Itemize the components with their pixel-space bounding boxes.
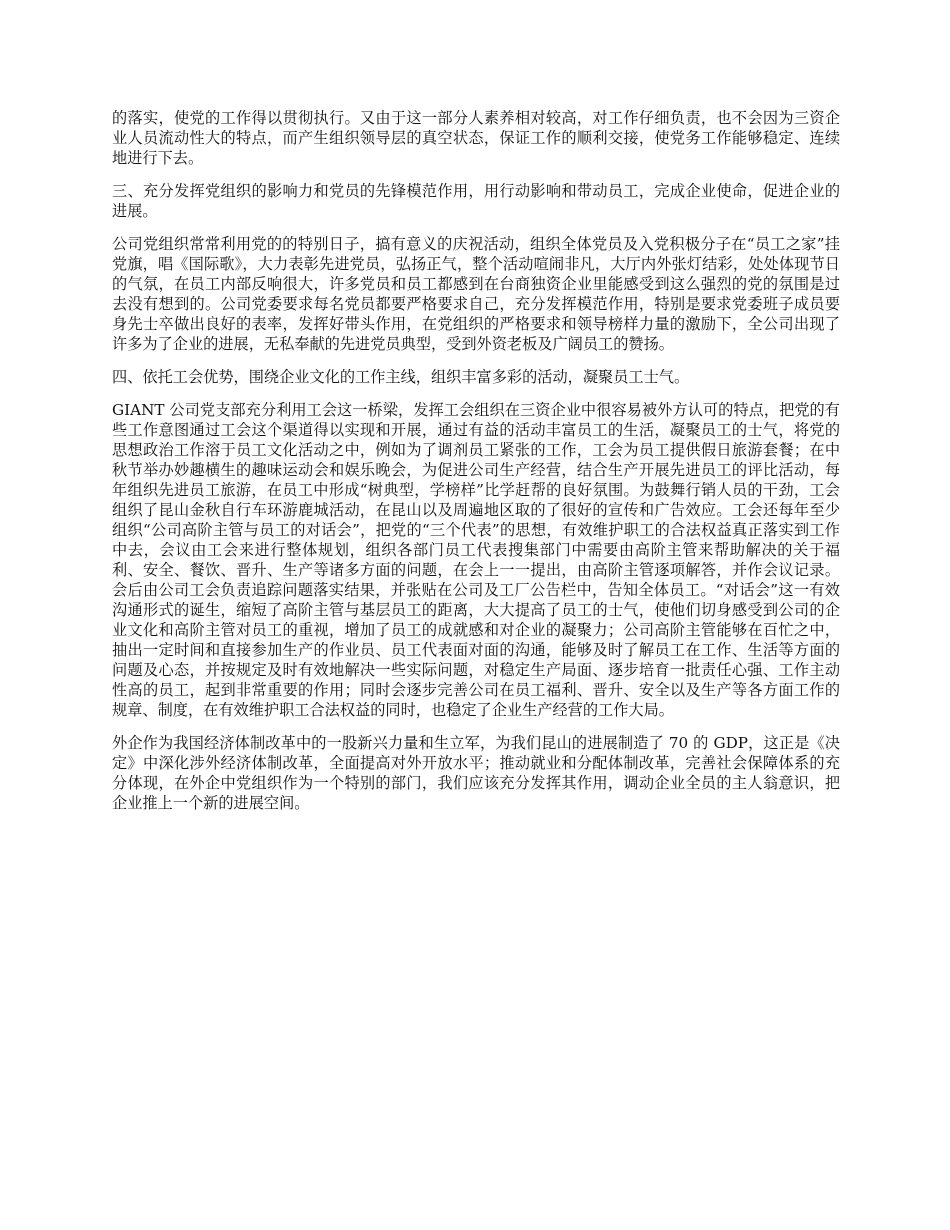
paragraph-party-activities: 公司党组织常常利用党的的特别日子，搞有意义的庆祝活动，组织全体党员及入党积极分子在“员工之家”挂党旗，唱《国际歌》，大力表彰先进党员，弘扬正气，整个活动喧闹非凡，大厅内外张灯结彩，处处体现节日的气氛，在员工内部反响很大，许多党员和员工都感到在台商独资企业里能感受到这么强烈的党的氛围是过去没有想到的。公司党委要求每名党员都要严格要求自己，充分发挥模范作用，特别是要求党委班子成员要身先士卒做出良好的表率，发挥好带头作用，在党组织的严格要求和领导榜样力量的激励下，全公司出现了许多为了企业的进展，无私奉献的先进党员典型，受到外资老板及广阔员工的赞扬。 — [112, 235, 840, 353]
paragraph-conclusion: 外企作为我国经济体制改革中的一股新兴力量和生立军，为我们昆山的进展制造了 70 的 GDP，这正是《决定》中深化涉外经济体制改革，全面提高对外开放水平；推动就业和分配体制改革，完善社会保障体系的充分体现，在外企中党组织作为一个特别的部门，我们应该充分发挥其作用，调动企业全员的主人翁意识，把企业推上一个新的进展空间。 — [112, 734, 840, 812]
section-heading-3: 三、充分发挥党组织的影响力和党员的先锋模范作用，用行动影响和带动员工，完成企业使命，促进企业的进展。 — [112, 182, 840, 220]
paragraph-continuation: 的落实，使党的工作得以贯彻执行。又由于这一部分人素养相对较高，对工作仔细负责，也不会因为三资企业人员流动性大的特点，而产生组织领导层的真空状态，保证工作的顺利交接，使党务工作能够稳定、连续地进行下去。 — [112, 109, 840, 167]
section-heading-4: 四、依托工会优势，围绕企业文化的工作主线，组织丰富多彩的活动，凝聚员工士气。 — [112, 368, 690, 386]
document-body — [112, 108, 840, 826]
paragraph-union-activities: GIANT 公司党支部充分利用工会这一桥梁，发挥工会组织在三资企业中很容易被外方认可的特点，把党的有些工作意图通过工会这个渠道得以实现和开展，通过有益的活动丰富员工的生活，凝聚员工的士气，将党的思想政治工作溶于员工文化活动之中，例如为了调剂员工紧张的工作，工会为员工提供假日旅游套餐；在中秋节举办妙趣横生的趣味运动会和娱乐晚会，为促进公司生产经营，结合生产开展先进员工的评比活动，每年组织先进员工旅游，在员工中形成“树典型，学榜样”比学赶帮的良好氛围。为鼓舞行销人员的干劲，工会组织了昆山金秋自行车环游鹿城活动，在昆山以及周遍地区取的了很好的宣传和广告效应。工会还每年至少组织“公司高阶主管与员工的对话会”，把党的“三个代表”的思想，有效维护职工的合法权益真正落实到工作中去，会议由工会来进行整体规划，组织各部门员工代表搜集部门中需要由高阶主管来帮助解决的关于福利、安全、餐饮、晋升、生产等诸多方面的问题，在会上一一提出，由高阶主管逐项解答，并作会议记录。会后由公司工会负责追踪问题落实结果，并张贴在公司及工厂公告栏中，告知全体员工。“对话会”这一有效沟通形式的诞生，缩短了高阶主管与基层员工的距离，大大提高了员工的士气，使他们切身感受到公司的企业文化和高阶主管对员工的重视，增加了员工的成就感和对企业的凝聚力；公司高阶主管能够在百忙之中，抽出一定时间和直接参加生产的作业员、员工代表面对面的沟通，能够及时了解员工在工作、生活等方面的问题及心态，并按规定及时有效地解决一些实际问题，对稳定生产局面、逐步培育一批责任心强、工作主动性高的员工，起到非常重要的作用；同时会逐步完善公司在员工福利、晋升、安全以及生产等各方面工作的规章、制度，在有效维护职工合法权益的同时，也稳定了企业生产经营的工作大局。 — [112, 401, 840, 719]
